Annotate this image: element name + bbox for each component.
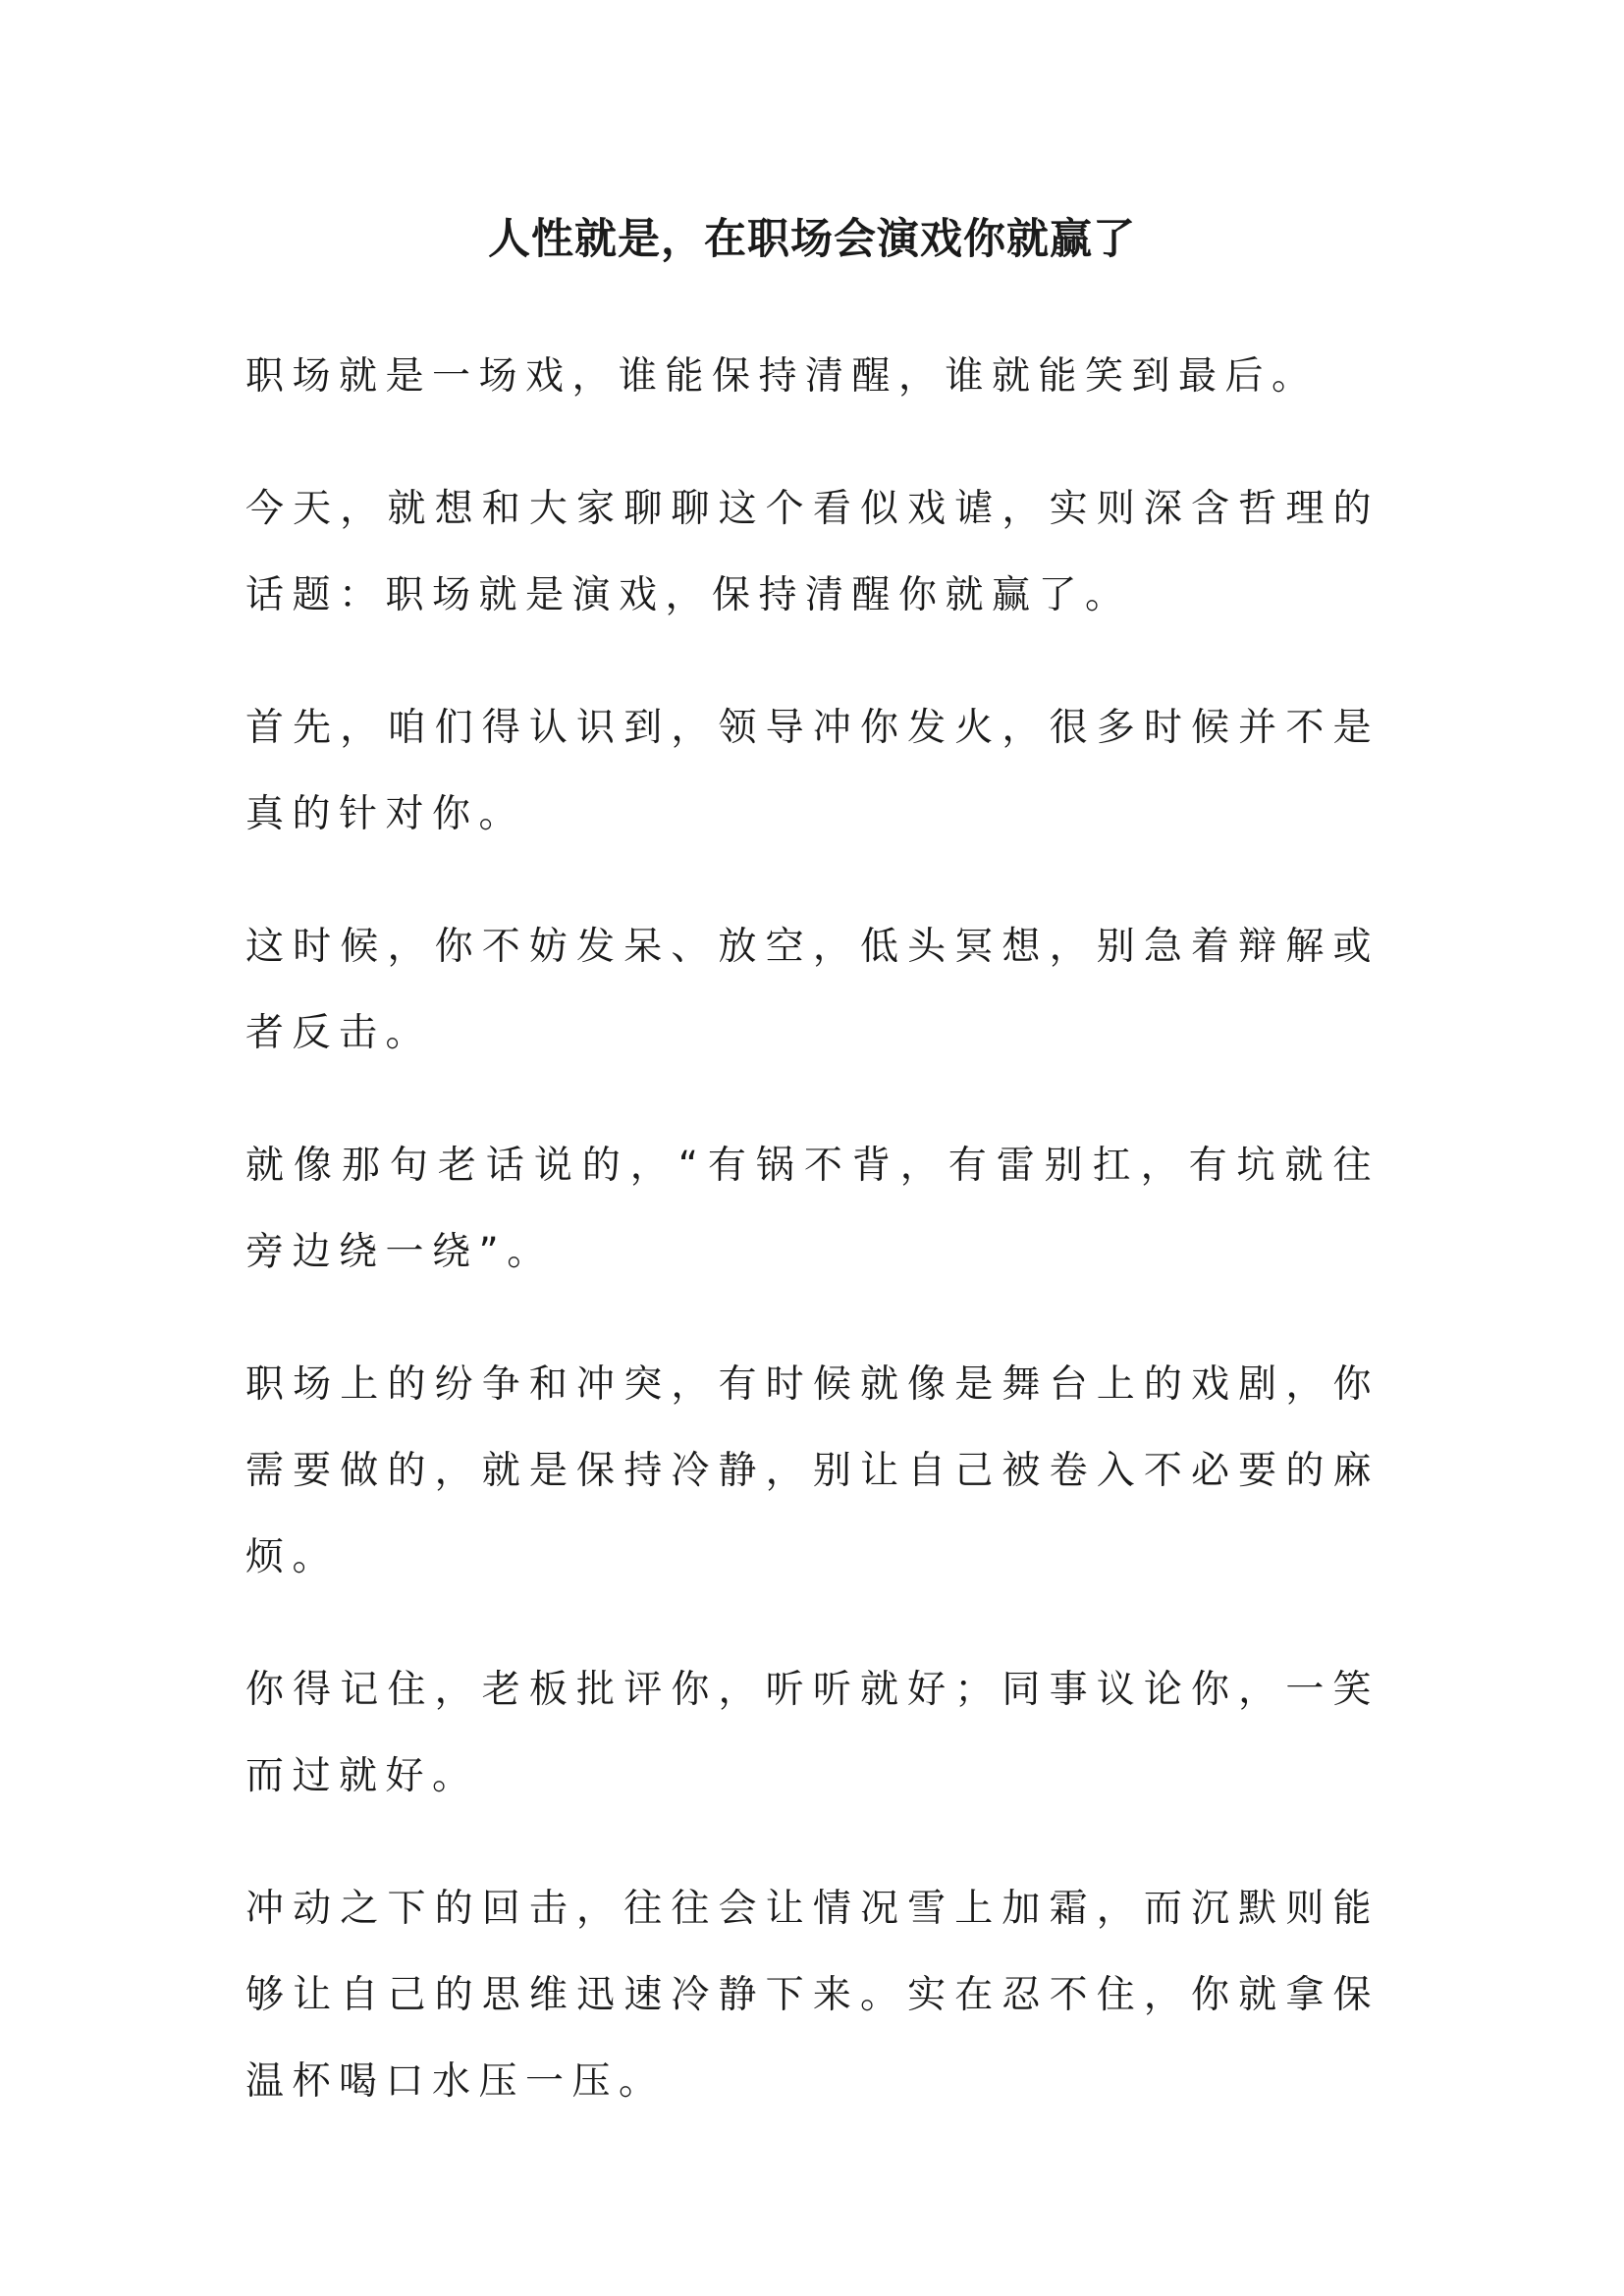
paragraph: 职场上的纷争和冲突，有时候就像是舞台上的戏剧，你需要做的，就是保持冷静，别让自己被卷入不必要的麻烦。	[245, 1362, 1380, 1579]
paragraph: 冲动之下的回击，往往会让情况雪上加霜，而沉默则能够让自己的思维迅速冷静下来。实在忍不住，你就拿保温杯喝口水压一压。	[245, 1887, 1380, 2104]
paragraph: 今天，就想和大家聊聊这个看似戏谑，实则深含哲理的话题：职场就是演戏，保持清醒你就赢了。	[245, 487, 1380, 617]
document-title: 人性就是，在职场会演戏你就赢了	[488, 215, 1136, 264]
paragraph: 你得记住，老板批评你，听听就好；同事议论你，一笑而过就好。	[245, 1668, 1380, 1798]
paragraph: 首先，咱们得认识到，领导冲你发火，很多时候并不是真的针对你。	[245, 706, 1380, 836]
paragraph: 这时候，你不妨发呆、放空，低头冥想，别急着辩解或者反击。	[245, 925, 1380, 1055]
paragraph: 职场就是一场戏，谁能保持清醒，谁就能笑到最后。	[245, 354, 1319, 399]
document-body	[245, 334, 1380, 2171]
paragraph: 就像那句老话说的，“有锅不背，有雷别扛，有坑就往旁边绕一绕”。	[245, 1144, 1380, 1274]
